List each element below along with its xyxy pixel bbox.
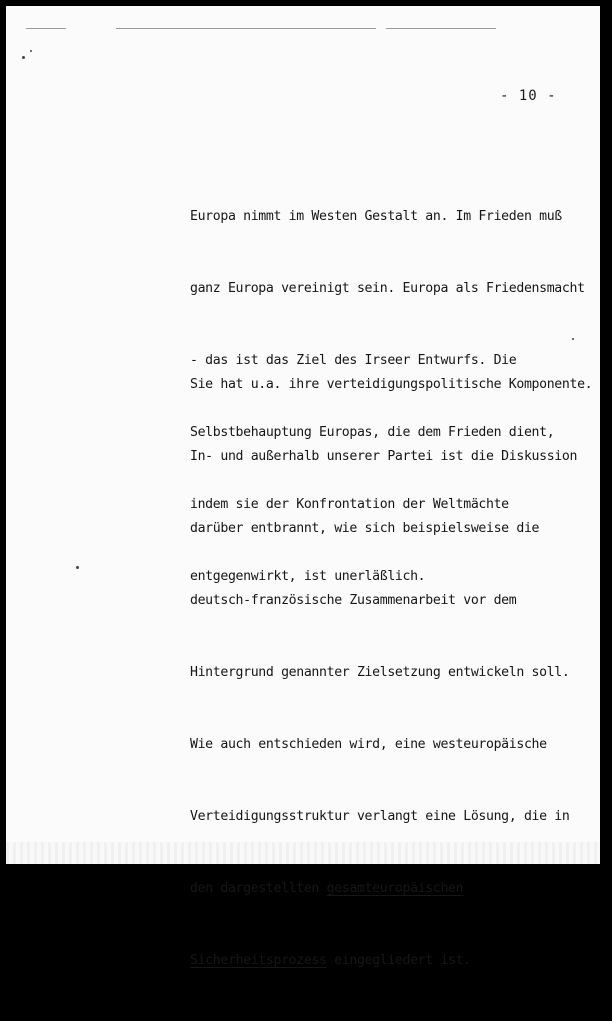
text-fragment: eingegliedert ist. [326,953,471,968]
text-line: Selbstbehauptung Europas, die dem Frieden dient, [190,425,555,440]
text-line: Europa nimmt im Westen Gestalt an. Im Frieden muß [190,209,562,224]
text-line: deutsch-französische Zusammenarbeit vor dem [190,593,517,608]
text-line: entgegenwirkt, ist unerläßlich. [190,569,426,584]
text-line: Sie hat u.a. ihre verteidigungspolitische Komponente. [190,377,593,392]
text-line: In- und außerhalb unserer Partei ist die Diskussion [190,449,578,464]
underlined-term: Sicherheitsprozess [190,953,327,968]
scan-speck [30,50,32,52]
text-line: Verteidigungsstruktur verlangt eine Lösung, die in [190,809,570,824]
text-line: ganz Europa vereinigt sein. Europa als Friedensmacht [190,281,585,296]
document-page [6,6,600,968]
text-line: darüber entbrannt, wie sich beispielsweise die [190,521,540,536]
scan-speck [22,56,25,59]
text-line: Hintergrund genannter Zielsetzung entwickeln soll. [190,665,570,680]
scan-artifact [26,28,66,29]
text-line: - das ist das Ziel des Irseer Entwurfs. Die [190,353,517,368]
scan-artifact [386,28,496,29]
scan-artifact [116,28,376,29]
paragraph-2 [190,325,592,1021]
text-line [190,877,592,901]
text-line: indem sie der Konfrontation der Weltmächte [190,497,509,512]
text-line [190,949,592,973]
page-number: - 10 - [500,88,557,104]
scan-speck [76,566,79,569]
text-line: Wie auch entschieden wird, eine westeuropäische [190,737,547,752]
underlined-term: gesamteuropäischen [326,881,464,896]
text-fragment: den dargestellten [190,881,327,896]
